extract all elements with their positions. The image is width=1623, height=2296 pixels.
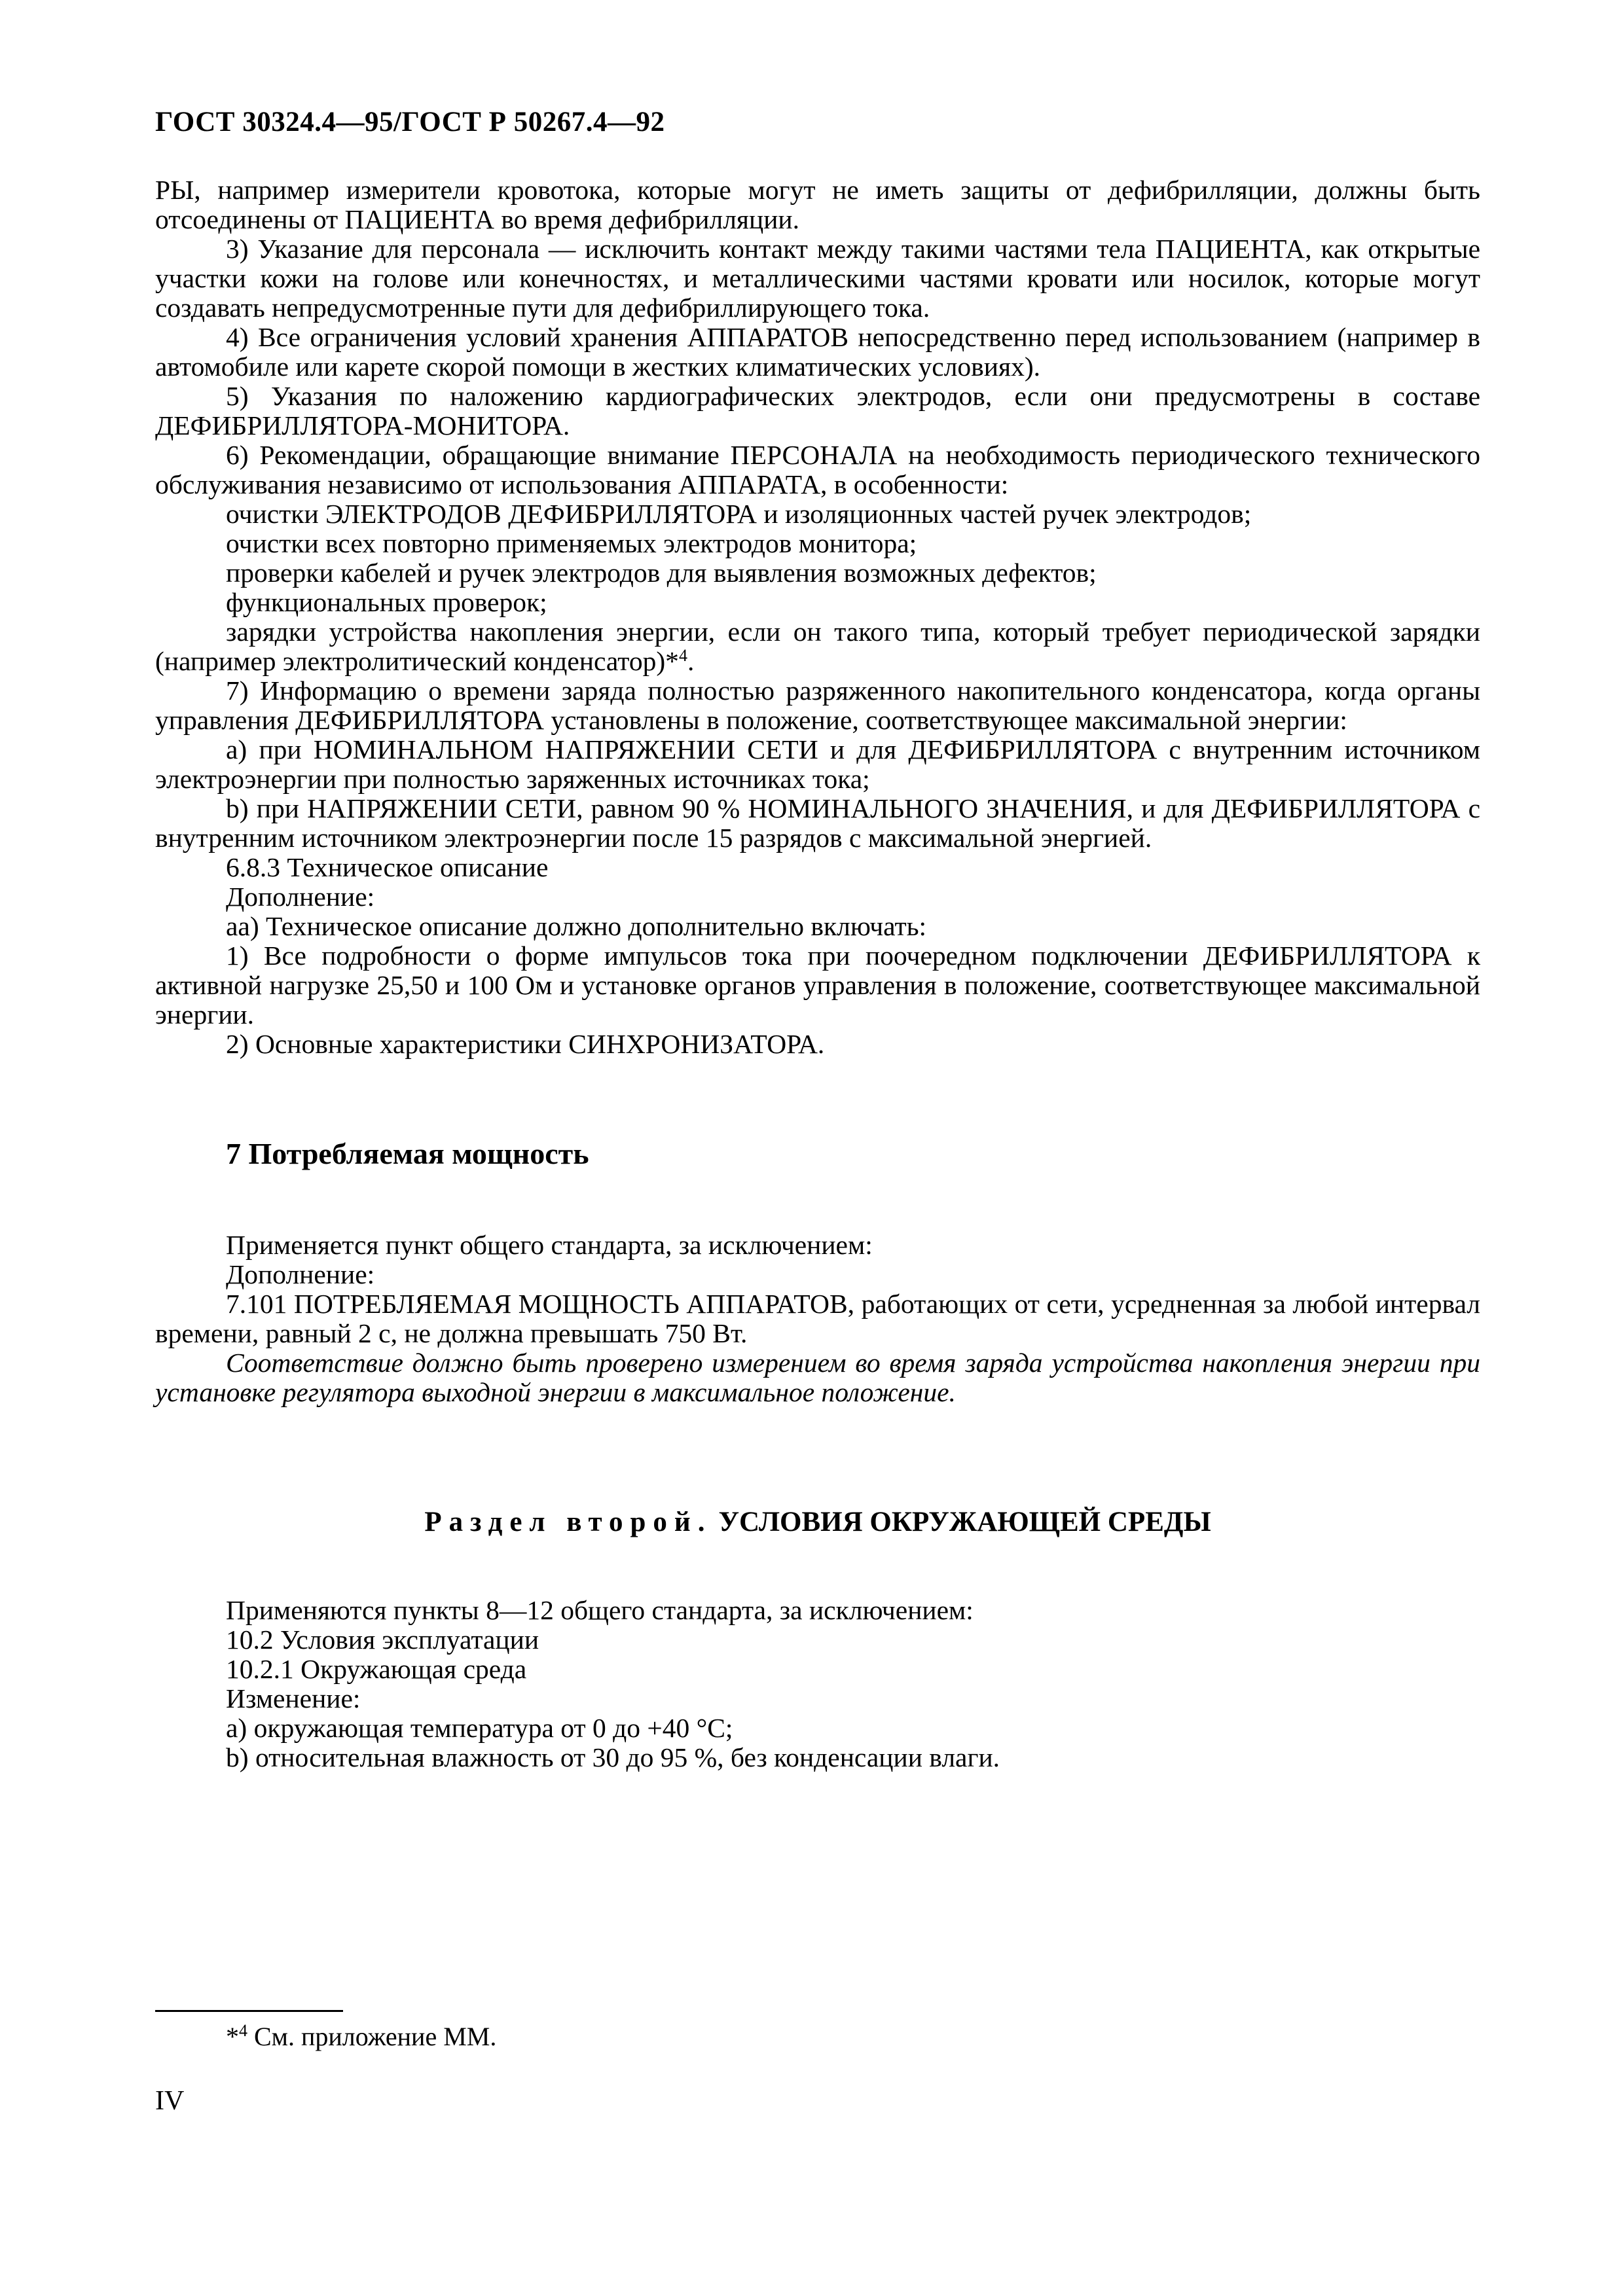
clause-10-2: 10.2 Условия эксплуатации bbox=[226, 1624, 539, 1655]
sub-item-functional-check: функциональных проверок; bbox=[226, 587, 547, 617]
tech-item-1: 1) Все подробности о форме импульсов тока при поочередном подключении ДЕФИБРИЛЛЯТОРА к активной нагрузке 25,50 и 100 Ом и установке органов управления в положение, соответствующее максимальной энергии. bbox=[155, 941, 1480, 1030]
list-item-5: 5) Указания по наложению кардиографических электродов, если они предусмотрены в составе ДЕФИБРИЛЛЯТОРА-МОНИТОРА. bbox=[155, 381, 1480, 440]
clause-6-8-3: 6.8.3 Техническое описание bbox=[226, 852, 549, 882]
item-aa: аа) Техническое описание должно дополнительно включать: bbox=[226, 911, 927, 941]
footnote-text: См. приложение ММ. bbox=[247, 2022, 497, 2051]
clause-10-2-1: 10.2.1 Окружающая среда bbox=[226, 1654, 527, 1684]
list-item-3: 3) Указание для персонала — исключить контакт между такими частями тела ПАЦИЕНТА, как открытые участки кожи на голове или конечностях, и металлическими частями кровати или носилок, которые могут создавать непредусмотренные пути для дефибриллирующего тока. bbox=[155, 234, 1480, 323]
charging-text: зарядки устройства накопления энергии, если он такого типа, который требует периодической зарядки (например электролитический конденсатор)* bbox=[155, 617, 1480, 676]
list-item-7b: b) при НАПРЯЖЕНИИ СЕТИ, равном 90 % НОМИНАЛЬНОГО ЗНАЧЕНИЯ, и для ДЕФИБРИЛЛЯТОРА с внутренним источником электроэнергии после 15 разрядов с максимальной энергией. bbox=[155, 793, 1480, 853]
clause-7-101: 7.101 ПОТРЕБЛЯЕМАЯ МОЩНОСТЬ АППАРАТОВ, работающих от сети, усредненная за любой интервал времени, равный 2 с, не должна превышать 750 Вт. bbox=[155, 1289, 1480, 1348]
section-7-heading: 7 Потребляемая мощность bbox=[226, 1137, 589, 1170]
sub-item-cleaning-monitor: очистки всех повторно применяемых электродов монитора; bbox=[226, 528, 917, 558]
sub-item-charging bbox=[155, 617, 1480, 676]
change-label: Изменение: bbox=[226, 1683, 361, 1713]
sub-item-cleaning-electrodes: очистки ЭЛЕКТРОДОВ ДЕФИБРИЛЛЯТОРА и изоляционных частей ручек электродов; bbox=[226, 499, 1252, 529]
footnote-marker: * bbox=[226, 2022, 239, 2051]
footnote bbox=[226, 2022, 496, 2051]
section-7-intro: Применяется пункт общего стандарта, за исключением: bbox=[226, 1230, 873, 1260]
section-7-addition: Дополнение: bbox=[226, 1259, 375, 1289]
part-2-label: Раздел второй. bbox=[424, 1507, 712, 1537]
tech-item-2: 2) Основные характеристики СИНХРОНИЗАТОРА. bbox=[226, 1029, 825, 1059]
part-2-intro: Применяются пункты 8—12 общего стандарта, за исключением: bbox=[226, 1595, 974, 1625]
part-2-heading bbox=[155, 1507, 1480, 1538]
condition-temperature: a) окружающая температура от 0 до +40 °С; bbox=[226, 1713, 733, 1743]
paragraph-continuation: РЫ, например измерители кровотока, которые могут не иметь защиты от дефибрилляции, должны быть отсоединены от ПАЦИЕНТА во время дефибрилляции. bbox=[155, 175, 1480, 234]
condition-humidity: b) относительная влажность от 30 до 95 %, без конденсации влаги. bbox=[226, 1742, 1000, 1772]
addition-label: Дополнение: bbox=[226, 882, 375, 912]
footnote-number: 4 bbox=[239, 2021, 247, 2040]
list-item-7a: a) при НОМИНАЛЬНОМ НАПРЯЖЕНИИ СЕТИ и для ДЕФИБРИЛЛЯТОРА с внутренним источником электроэнергии при полностью заряженных источниках тока; bbox=[155, 734, 1480, 794]
document-header: ГОСТ 30324.4—95/ГОСТ Р 50267.4—92 bbox=[155, 107, 665, 137]
sub-item-cable-check: проверки кабелей и ручек электродов для выявления возможных дефектов; bbox=[226, 558, 1097, 588]
compliance-note: Соответствие должно быть проверено измерением во время заряда устройства накопления энергии при установке регулятора выходной энергии в максимальное положение. bbox=[155, 1348, 1480, 1407]
document-body bbox=[155, 175, 1480, 1772]
page-number: IV bbox=[155, 2086, 185, 2116]
list-item-6: 6) Рекомендации, обращающие внимание ПЕРСОНАЛА на необходимость периодического технического обслуживания независимо от использования АППАРАТА, в особенности: bbox=[155, 440, 1480, 499]
part-2-title: УСЛОВИЯ ОКРУЖАЮЩЕЙ СРЕДЫ bbox=[718, 1507, 1211, 1537]
list-item-7: 7) Информацию о времени заряда полностью разряженного накопительного конденсатора, когда органы управления ДЕФИБРИЛЛЯТОРА установлены в положение, соответствующее максимальной энергии: bbox=[155, 675, 1480, 735]
list-item-4: 4) Все ограничения условий хранения АППАРАТОВ непосредственно перед использованием (например в автомобиле или карете скорой помощи в жестких климатических условиях). bbox=[155, 322, 1480, 382]
footnote-divider bbox=[155, 2010, 343, 2012]
footnote-ref: 4 bbox=[678, 646, 687, 665]
charging-end: . bbox=[687, 646, 695, 676]
